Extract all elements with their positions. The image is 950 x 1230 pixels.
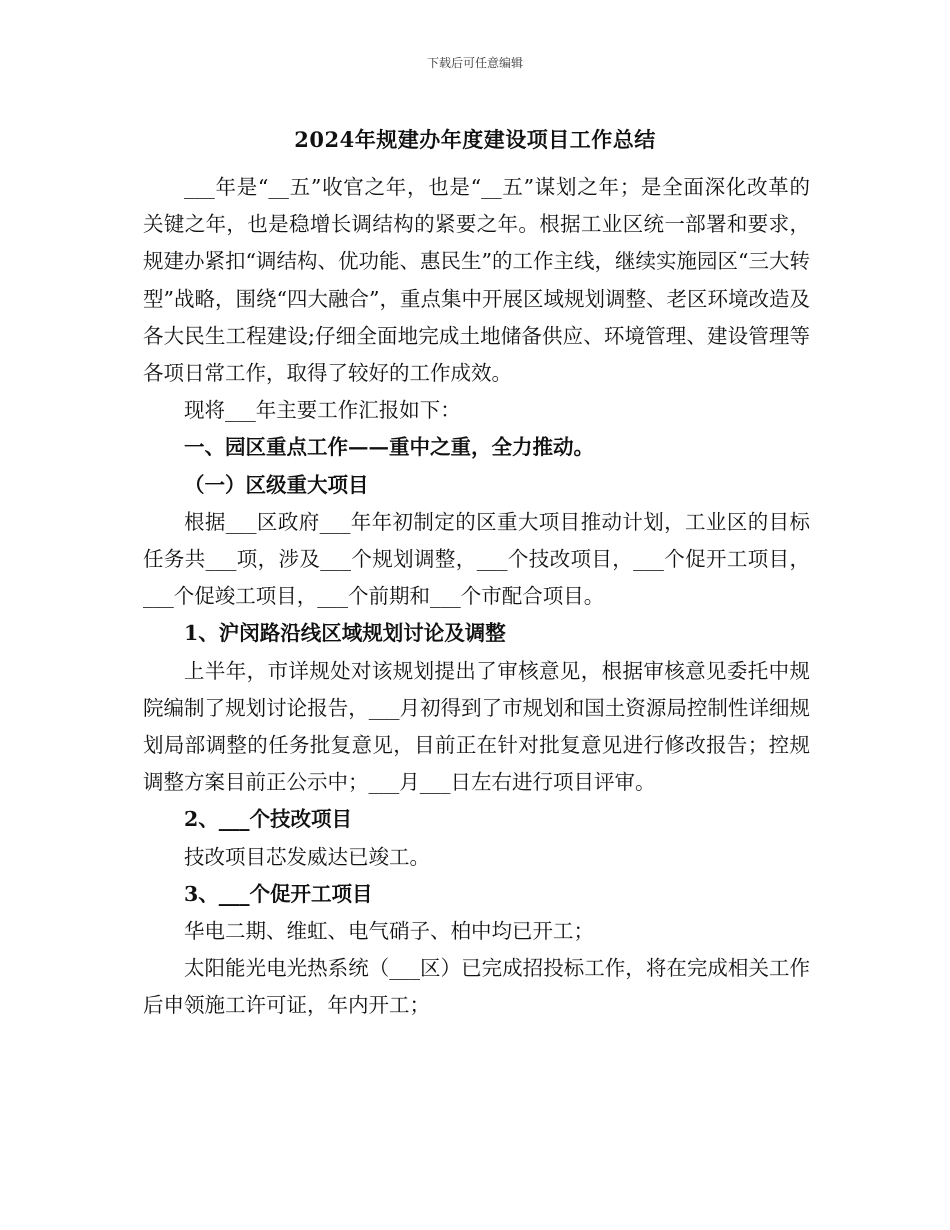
body-paragraph: 上半年，市详规处对该规划提出了审核意见，根据审核意见委托中规院编制了规划讨论报告，___月初得到了市规划和国土资源局控制性详细规划局部调整的任务批复意见，目前正在针对批复意见进行修改报告；控规调整方案目前正公示中；___月___日左右进行项目评审。: [143, 658, 810, 795]
document-title: 2024年规建办年度建设项目工作总结: [294, 127, 656, 152]
section-heading-1: 一、园区重点工作——重中之重，全力推动。: [184, 435, 594, 460]
body-paragraph: 太阳能光电光热系统（___区）已完成招投标工作，将在完成相关工作后申领施工许可证，年内开工；: [143, 956, 810, 1018]
item-heading-2: 2、___个技改项目: [184, 807, 353, 832]
body-paragraph: 华电二期、维虹、电气硝子、柏中均已开工；: [184, 919, 594, 944]
page-header-note: 下载后可任意编辑: [426, 56, 523, 70]
intro-paragraph: ___年是“__五”收官之年，也是“__五”谋划之年；是全面深化改革的关键之年，也是稳增长调结构的紧要之年。根据工业区统一部署和要求，规建办紧扣“调结构、优功能、惠民生”的工作主线，继续实施园区“三大转型”战略，围绕“四大融合”，重点集中开展区域规划调整、老区环境改造及各大民生工程建设;仔细全面地完成土地储备供应、环境管理、建设管理等各项日常工作，取得了较好的工作成效。: [143, 175, 810, 386]
subsection-heading-1: （一）区级重大项目: [184, 472, 369, 497]
body-paragraph: 技改项目芯发威达已竣工。: [184, 844, 430, 869]
document-body: [143, 169, 810, 1025]
body-paragraph: 根据___区政府___年年初制定的区重大项目推动计划，工业区的目标任务共___项，涉及___个规划调整，___个技改项目，___个促开工项目，___个促竣工项目，___个前期和___个市配合项目。: [143, 509, 810, 609]
item-heading-1: 1、沪闵路沿线区域规划讨论及调整: [184, 621, 506, 646]
report-intro-paragraph: 现将___年主要工作汇报如下：: [184, 398, 461, 423]
item-heading-3: 3、___个促开工项目: [184, 881, 373, 906]
